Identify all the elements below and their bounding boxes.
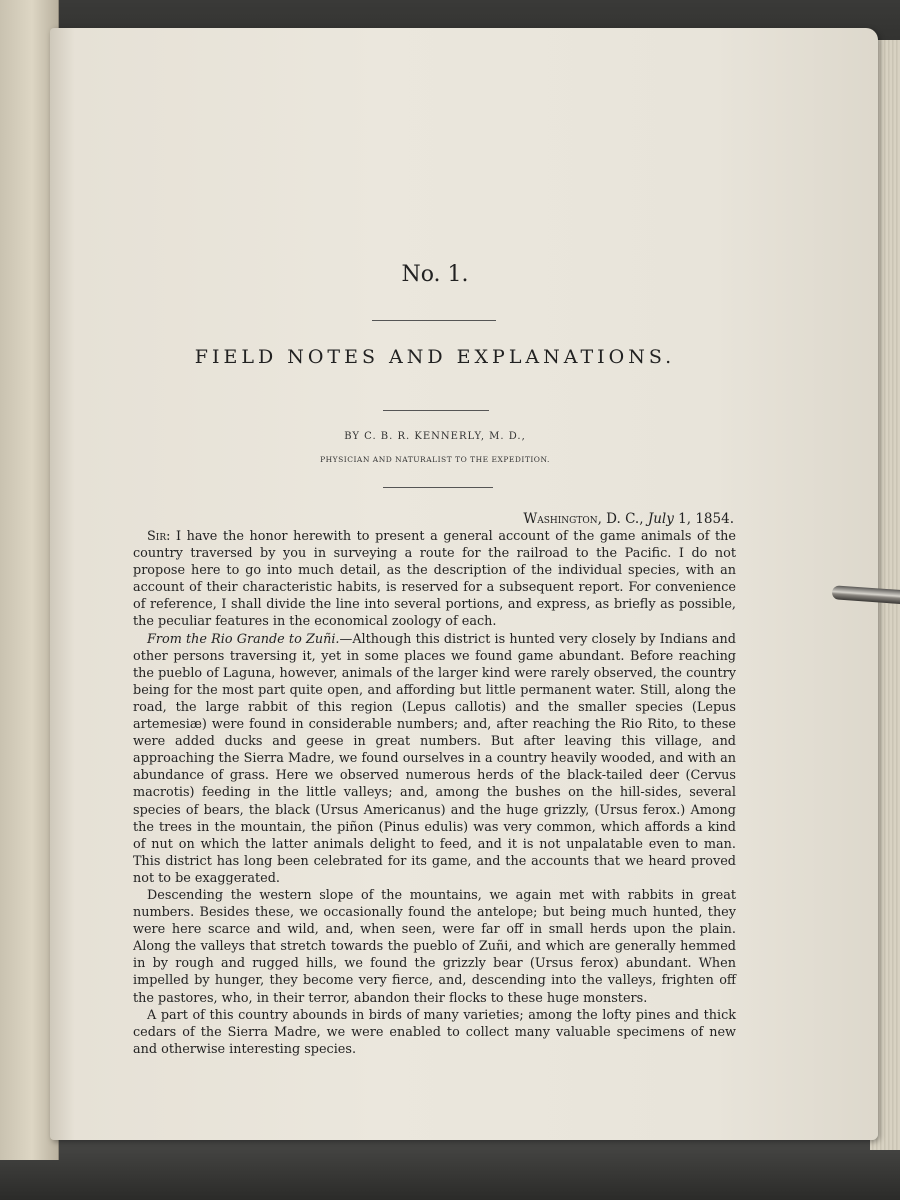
divider-rule — [383, 410, 489, 411]
section-lead: From the Rio Grande to Zuñi. — [147, 631, 340, 647]
paragraph-text: A part of this country abounds in birds of many varieties; among the lofty pines and thick cedars of the Sierra Madre, we were enabled to collect many valuable specimens of new and otherwise interesting species. — [133, 1007, 736, 1057]
author-role: PHYSICIAN AND NATURALIST TO THE EXPEDITION. — [320, 455, 550, 464]
paragraph-text: : I have the honor herewith to present a general account of the game animals of the country traversed by you in surveying a route for the railroad to the Pacific. I do not propose here to go into much detail, as the description of the individual species, with an account of their characteristic habits, is reserved for a subsequent report. For convenience of reference, I shall divide the line into several portions, and express, as briefly as possible, the peculiar features in the economical zoology of each. — [133, 529, 736, 630]
dateline-year: 1, 1854. — [673, 511, 734, 527]
backdrop-bottom — [0, 1135, 900, 1200]
paragraph-text: —Although this district is hunted very closely by Indians and other persons traversing it, yet in some places we found game abundant. Before reaching the pueblo of Laguna, however, animals of the larger kind were rarely observed, the country being for the most part quite open, and affording but little permanent water. Still, along the road, the large rabbit of this region (Lepus callotis) and the smaller species (Lepus artemesiæ) were found in considerable numbers; and, after reaching the Rio Rito, to these were added ducks and geese in great numbers. But after leaving this village, and approaching the Sierra Madre, we found ourselves in a country heavily wooded, and with an abundance of grass. Here we observed numerous herds of the black-tailed deer (Cervus macrotis) feeding in the little valleys; and, among the bushes on the hill-sides, several species of bears, the black (Ursus Americanus) and the huge grizzly, (Ursus ferox.) Among the trees in the mountain, the piñon (Pinus edulis) was very common, which affords a kind of nut on which the latter animals delight to feed, and it is not unpalatable even to man. This district has long been celebrated for its game, and the accounts that we heard proved not to be exaggerated. — [133, 631, 736, 886]
paragraph — [133, 631, 736, 887]
chapter-title: FIELD NOTES AND EXPLANATIONS. — [194, 346, 676, 368]
dateline-month: July — [647, 511, 674, 527]
salutation: Sir — [147, 529, 167, 544]
paragraph — [133, 887, 736, 1007]
body-text — [133, 528, 736, 1058]
author-byline: BY C. B. R. KENNERLY, M. D., — [344, 431, 526, 442]
paragraph-text: Descending the western slope of the mountains, we again met with rabbits in great numbers. Besides these, we occasionally found the antelope; but being much hunted, they were here scarce and wild, and, when seen, were far off in small herds upon the plain. Along the valleys that stretch towards the pueblo of Zuñi, and which are generally hemmed in by rough and rugged hills, we found the grizzly bear (Ursus ferox) abundant. When impelled by hunger, they become very fierce, and, descending into the valleys, frighten off the pastores, who, in their terror, abandon their flocks to these huge monsters. — [133, 887, 736, 1006]
chapter-number: No. 1. — [401, 262, 469, 287]
paragraph — [133, 1007, 736, 1058]
divider-rule — [383, 487, 493, 488]
divider-rule — [372, 320, 496, 321]
paragraph — [133, 528, 736, 631]
dateline-place: Washington, D. C., — [523, 511, 648, 527]
dateline — [523, 511, 734, 527]
